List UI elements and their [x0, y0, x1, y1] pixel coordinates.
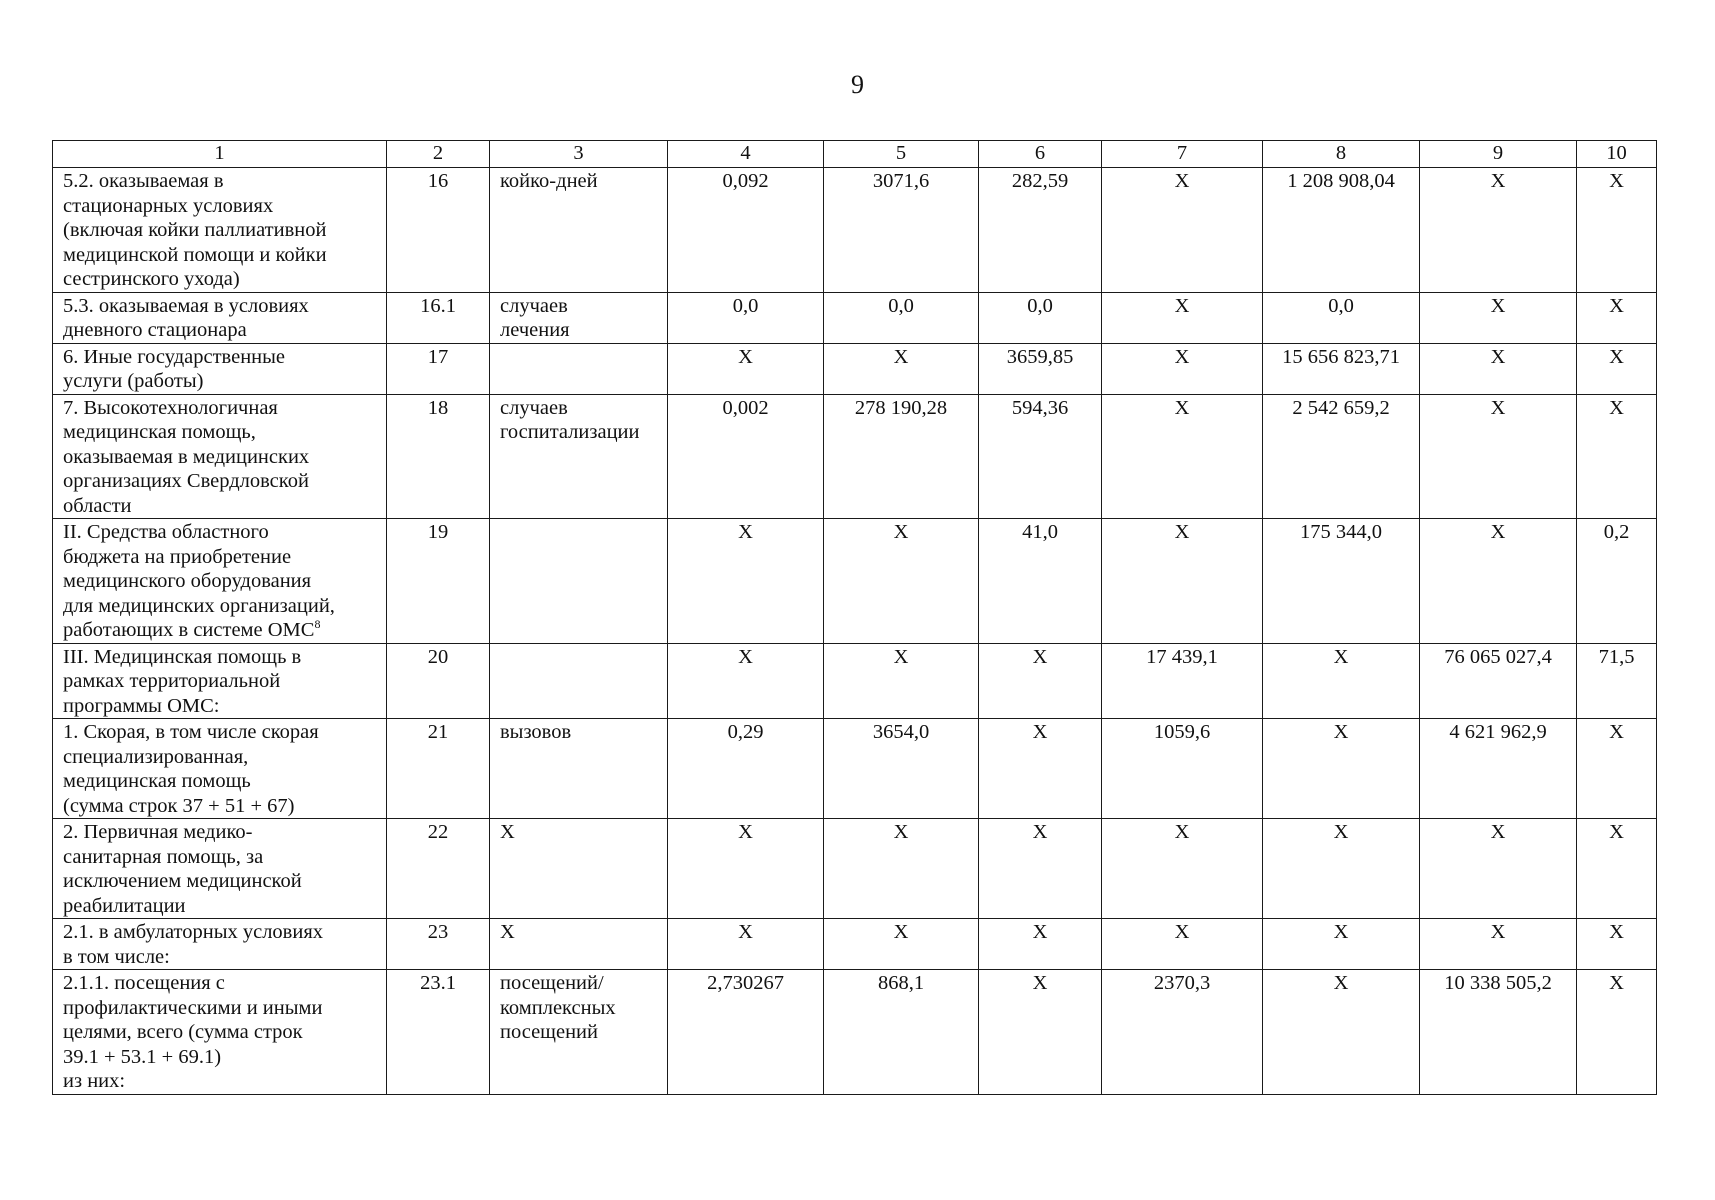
row-label-cell-line: II. Средства областного — [63, 521, 269, 543]
row-code-cell: 17 — [387, 343, 490, 394]
value-cell-c4: 2,730267 — [668, 970, 824, 1095]
unit-cell-line: X — [500, 921, 515, 943]
value-cell-c6: 0,0 — [979, 292, 1102, 343]
value-cell-c9: 4 621 962,9 — [1420, 719, 1577, 819]
table-row — [53, 970, 1657, 1095]
unit-cell-line: посещений — [500, 1021, 598, 1043]
row-label-cell-line: 39.1 + 53.1 + 69.1) — [63, 1045, 222, 1068]
header-cell: 3 — [490, 141, 668, 168]
row-label-cell-line: в том числе: — [63, 945, 170, 968]
value-cell-c8: 0,0 — [1263, 292, 1420, 343]
row-label-cell-line: 5.2. оказываемая в — [63, 170, 224, 192]
value-cell-c4: X — [668, 643, 824, 719]
value-cell-c9: 76 065 027,4 — [1420, 643, 1577, 719]
value-cell-c9: 10 338 505,2 — [1420, 970, 1577, 1095]
row-label-cell-line: для медицинских организаций, — [63, 594, 335, 617]
value-cell-c7: X — [1102, 919, 1263, 970]
value-cell-c10: X — [1577, 970, 1657, 1095]
value-cell-c6: X — [979, 819, 1102, 919]
value-cell-c8: X — [1263, 919, 1420, 970]
row-code-cell: 21 — [387, 719, 490, 819]
unit-cell — [490, 719, 668, 819]
row-label-cell-line: III. Медицинская помощь в — [63, 645, 302, 668]
row-label-cell — [53, 719, 387, 819]
unit-cell — [490, 292, 668, 343]
value-cell-c5: 3654,0 — [824, 719, 979, 819]
row-label-cell-line: 6. Иные государственные — [63, 345, 286, 368]
unit-cell — [490, 343, 668, 394]
row-code-cell: 16 — [387, 168, 490, 293]
value-cell-c10: X — [1577, 394, 1657, 519]
row-label-cell-line: 7. Высокотехнологичная — [63, 396, 278, 419]
footnote-marker: 8 — [314, 617, 321, 632]
value-cell-c10: 0,2 — [1577, 519, 1657, 644]
value-cell-c10: X — [1577, 292, 1657, 343]
row-label-cell-line: оказываемая в медицинских — [63, 445, 310, 468]
row-label-cell-line: сестринского ухода) — [63, 268, 240, 290]
row-label-cell — [53, 292, 387, 343]
table-row — [53, 168, 1657, 293]
row-label-cell-line: медицинская помощь, — [63, 421, 256, 443]
row-label-cell-line: услуги (работы) — [63, 370, 204, 392]
value-cell-c9: X — [1420, 292, 1577, 343]
value-cell-c8: X — [1263, 719, 1420, 819]
table-row — [53, 519, 1657, 644]
value-cell-c9: X — [1420, 343, 1577, 394]
row-label-cell-line: стационарных условиях — [63, 194, 274, 217]
value-cell-c7: X — [1102, 343, 1263, 394]
unit-cell-line: посещений/ — [500, 972, 604, 994]
value-cell-c4: X — [668, 819, 824, 919]
value-cell-c7: 2370,3 — [1102, 970, 1263, 1095]
row-label-cell-line: дневного стационара — [63, 319, 247, 341]
value-cell-c4: X — [668, 343, 824, 394]
value-cell-c9: X — [1420, 519, 1577, 644]
value-cell-c5: X — [824, 919, 979, 970]
row-label-cell-line: области — [63, 494, 132, 517]
row-code-cell: 23 — [387, 919, 490, 970]
row-code-cell: 23.1 — [387, 970, 490, 1095]
value-cell-c10: X — [1577, 819, 1657, 919]
header-cell: 9 — [1420, 141, 1577, 168]
table-row — [53, 343, 1657, 394]
value-cell-c8: 15 656 823,71 — [1263, 343, 1420, 394]
row-label-cell-line: 2. Первичная медико- — [63, 821, 253, 843]
header-cell: 10 — [1577, 141, 1657, 168]
row-label-cell-line: 1. Скорая, в том числе скорая — [63, 721, 319, 743]
row-label-cell — [53, 394, 387, 519]
header-cell: 8 — [1263, 141, 1420, 168]
value-cell-c4: X — [668, 919, 824, 970]
value-cell-c7: X — [1102, 168, 1263, 293]
row-label-cell — [53, 168, 387, 293]
unit-cell-line: госпитализации — [500, 421, 640, 443]
row-label-cell-line: организациях Свердловской — [63, 470, 309, 492]
unit-cell-line: вызовов — [500, 721, 572, 743]
unit-cell-line: X — [500, 821, 515, 843]
row-label-cell-line: медицинского оборудования — [63, 570, 312, 592]
row-label-cell-line: реабилитации — [63, 894, 186, 917]
table-row — [53, 394, 1657, 519]
value-cell-c6: X — [979, 719, 1102, 819]
row-label-cell — [53, 643, 387, 719]
unit-cell-line: комплексных — [500, 996, 616, 1019]
header-cell: 6 — [979, 141, 1102, 168]
row-label-cell-line: целями, всего (сумма строк — [63, 1021, 303, 1043]
unit-cell — [490, 643, 668, 719]
value-cell-c6: 594,36 — [979, 394, 1102, 519]
table-row — [53, 292, 1657, 343]
value-cell-c8: X — [1263, 970, 1420, 1095]
value-cell-c4: 0,002 — [668, 394, 824, 519]
value-cell-c8: X — [1263, 643, 1420, 719]
row-label-cell — [53, 919, 387, 970]
row-label-cell-line: 2.1. в амбулаторных условиях — [63, 921, 324, 943]
row-label-cell-line: программы ОМС: — [63, 694, 220, 717]
value-cell-c6: 3659,85 — [979, 343, 1102, 394]
row-label-cell-line: (сумма строк 37 + 51 + 67) — [63, 794, 295, 817]
value-cell-c7: 1059,6 — [1102, 719, 1263, 819]
row-label-cell-line: профилактическими и иными — [63, 996, 323, 1019]
value-cell-c7: X — [1102, 394, 1263, 519]
row-label-cell — [53, 519, 387, 644]
table-row — [53, 643, 1657, 719]
row-label-cell-line: санитарная помощь, за — [63, 845, 264, 868]
row-label-cell-line: специализированная, — [63, 745, 249, 768]
value-cell-c8: 175 344,0 — [1263, 519, 1420, 644]
value-cell-c5: 278 190,28 — [824, 394, 979, 519]
header-cell: 7 — [1102, 141, 1263, 168]
value-cell-c6: 282,59 — [979, 168, 1102, 293]
unit-cell-line: лечения — [500, 319, 570, 341]
header-cell: 5 — [824, 141, 979, 168]
value-cell-c4: X — [668, 519, 824, 644]
table-row — [53, 919, 1657, 970]
header-cell: 2 — [387, 141, 490, 168]
value-cell-c5: X — [824, 643, 979, 719]
unit-cell — [490, 919, 668, 970]
value-cell-c8: X — [1263, 819, 1420, 919]
unit-cell — [490, 394, 668, 519]
row-code-cell: 18 — [387, 394, 490, 519]
value-cell-c7: X — [1102, 292, 1263, 343]
value-cell-c4: 0,29 — [668, 719, 824, 819]
row-label-cell-line: медицинская помощь — [63, 770, 251, 792]
unit-cell-line: койко-дней — [500, 170, 598, 192]
row-label-cell-line: (включая койки паллиативной — [63, 219, 327, 241]
row-label-cell-line: работающих в системе ОМС$^8$ — [63, 617, 321, 641]
value-cell-c9: X — [1420, 394, 1577, 519]
row-label-cell — [53, 343, 387, 394]
value-cell-c5: 3071,6 — [824, 168, 979, 293]
value-cell-c7: X — [1102, 819, 1263, 919]
unit-cell-line: случаев — [500, 294, 568, 317]
value-cell-c9: X — [1420, 919, 1577, 970]
value-cell-c10: X — [1577, 919, 1657, 970]
page-number: 9 — [851, 70, 864, 99]
value-cell-c8: 1 208 908,04 — [1263, 168, 1420, 293]
value-cell-c10: X — [1577, 168, 1657, 293]
row-label-cell-line: бюджета на приобретение — [63, 545, 292, 568]
unit-cell — [490, 519, 668, 644]
row-label-cell-line: 5.3. оказываемая в условиях — [63, 294, 309, 317]
value-cell-c9: X — [1420, 819, 1577, 919]
value-cell-c9: X — [1420, 168, 1577, 293]
value-cell-c8: 2 542 659,2 — [1263, 394, 1420, 519]
row-label-cell-line: рамках территориальной — [63, 670, 281, 692]
row-label-cell — [53, 970, 387, 1095]
value-cell-c6: X — [979, 970, 1102, 1095]
value-cell-c6: X — [979, 643, 1102, 719]
row-label-cell-line: исключением медицинской — [63, 870, 302, 892]
header-cell: 1 — [53, 141, 387, 168]
row-label-cell — [53, 819, 387, 919]
row-code-cell: 20 — [387, 643, 490, 719]
header-row — [53, 141, 1657, 168]
value-cell-c4: 0,092 — [668, 168, 824, 293]
value-cell-c10: X — [1577, 719, 1657, 819]
table-row — [53, 819, 1657, 919]
value-cell-c7: 17 439,1 — [1102, 643, 1263, 719]
value-cell-c6: X — [979, 919, 1102, 970]
row-label-cell-line: медицинской помощи и койки — [63, 243, 327, 266]
value-cell-c5: X — [824, 819, 979, 919]
value-cell-c7: X — [1102, 519, 1263, 644]
table-row — [53, 719, 1657, 819]
row-code-cell: 16.1 — [387, 292, 490, 343]
unit-cell-line: случаев — [500, 396, 568, 419]
unit-cell — [490, 168, 668, 293]
row-label-cell-line: из них: — [63, 1070, 126, 1092]
value-cell-c5: 0,0 — [824, 292, 979, 343]
unit-cell — [490, 970, 668, 1095]
value-cell-c5: 868,1 — [824, 970, 979, 1095]
row-label-cell-line: 2.1.1. посещения с — [63, 972, 225, 994]
header-cell: 4 — [668, 141, 824, 168]
value-cell-c6: 41,0 — [979, 519, 1102, 644]
value-cell-c5: X — [824, 519, 979, 644]
unit-cell — [490, 819, 668, 919]
row-code-cell: 19 — [387, 519, 490, 644]
row-code-cell: 22 — [387, 819, 490, 919]
data-table — [52, 140, 1657, 1095]
value-cell-c10: 71,5 — [1577, 643, 1657, 719]
value-cell-c4: 0,0 — [668, 292, 824, 343]
value-cell-c5: X — [824, 343, 979, 394]
value-cell-c10: X — [1577, 343, 1657, 394]
